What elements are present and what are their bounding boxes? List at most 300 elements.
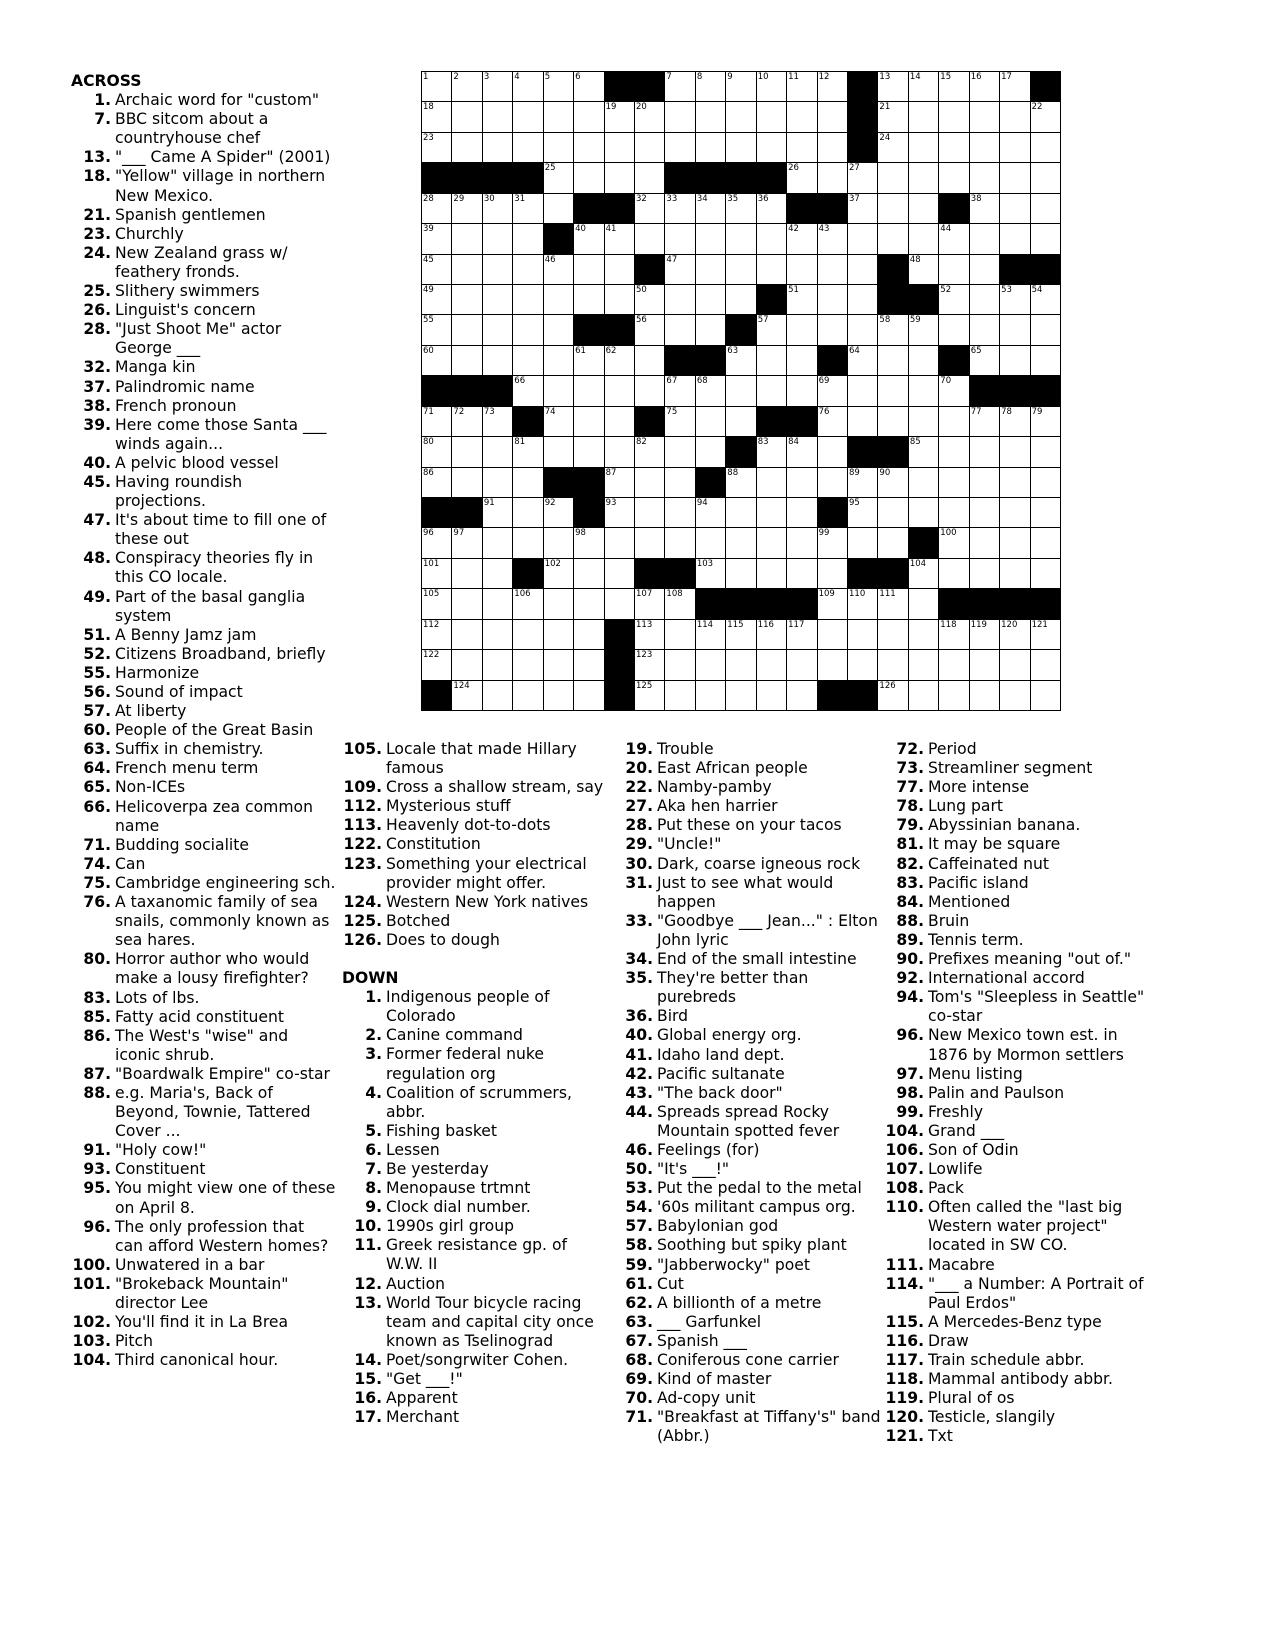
grid-cell[interactable] (483, 528, 513, 558)
grid-cell[interactable] (787, 468, 817, 498)
grid-cell[interactable] (878, 133, 908, 163)
grid-cell[interactable] (605, 407, 635, 437)
grid-cell[interactable] (696, 224, 726, 254)
grid-cell[interactable] (1031, 559, 1061, 589)
grid-cell[interactable] (422, 346, 452, 376)
grid-cell[interactable] (878, 468, 908, 498)
grid-cell[interactable] (513, 681, 543, 711)
grid-cell[interactable] (574, 437, 604, 467)
grid-cell[interactable] (726, 194, 756, 224)
grid-cell[interactable] (787, 437, 817, 467)
grid-cell[interactable] (1031, 681, 1061, 711)
grid-cell[interactable] (848, 620, 878, 650)
grid-cell[interactable] (635, 194, 665, 224)
grid-cell[interactable] (544, 285, 574, 315)
grid-cell[interactable] (1031, 102, 1061, 132)
grid-cell[interactable] (513, 133, 543, 163)
grid-cell[interactable] (818, 315, 848, 345)
grid-cell[interactable] (635, 285, 665, 315)
grid-cell[interactable] (635, 224, 665, 254)
grid-cell[interactable] (939, 437, 969, 467)
grid-cell[interactable] (696, 255, 726, 285)
grid-cell[interactable] (544, 163, 574, 193)
grid-cell[interactable] (1000, 620, 1030, 650)
grid-cell[interactable] (452, 255, 482, 285)
grid-cell[interactable] (513, 224, 543, 254)
grid-cell[interactable] (1031, 468, 1061, 498)
grid-cell[interactable] (452, 437, 482, 467)
grid-cell[interactable] (665, 437, 695, 467)
grid-cell[interactable] (787, 72, 817, 102)
grid-cell[interactable] (909, 589, 939, 619)
grid-cell[interactable] (513, 315, 543, 345)
grid-cell[interactable] (757, 650, 787, 680)
grid-cell[interactable] (787, 102, 817, 132)
grid-cell[interactable] (757, 528, 787, 558)
grid-cell[interactable] (848, 376, 878, 406)
grid-cell[interactable] (909, 346, 939, 376)
grid-cell[interactable] (483, 315, 513, 345)
grid-cell[interactable] (726, 285, 756, 315)
grid-cell[interactable] (726, 528, 756, 558)
grid-cell[interactable] (1000, 163, 1030, 193)
grid-cell[interactable] (1000, 437, 1030, 467)
grid-cell[interactable] (574, 72, 604, 102)
grid-cell[interactable] (848, 194, 878, 224)
grid-cell[interactable] (513, 589, 543, 619)
grid-cell[interactable] (544, 498, 574, 528)
grid-cell[interactable] (635, 315, 665, 345)
grid-cell[interactable] (544, 650, 574, 680)
grid-cell[interactable] (1000, 528, 1030, 558)
grid-cell[interactable] (878, 650, 908, 680)
grid-cell[interactable] (696, 437, 726, 467)
grid-cell[interactable] (544, 589, 574, 619)
grid-cell[interactable] (970, 102, 1000, 132)
grid-cell[interactable] (909, 498, 939, 528)
grid-cell[interactable] (513, 528, 543, 558)
grid-cell[interactable] (605, 559, 635, 589)
grid-cell[interactable] (818, 133, 848, 163)
grid-cell[interactable] (757, 559, 787, 589)
grid-cell[interactable] (1031, 194, 1061, 224)
grid-cell[interactable] (970, 133, 1000, 163)
grid-cell[interactable] (513, 102, 543, 132)
grid-cell[interactable] (757, 620, 787, 650)
grid-cell[interactable] (848, 528, 878, 558)
grid-cell[interactable] (818, 102, 848, 132)
grid-cell[interactable] (665, 498, 695, 528)
grid-cell[interactable] (696, 285, 726, 315)
grid-cell[interactable] (574, 163, 604, 193)
grid-cell[interactable] (544, 346, 574, 376)
grid-cell[interactable] (848, 224, 878, 254)
grid-cell[interactable] (848, 650, 878, 680)
grid-cell[interactable] (939, 498, 969, 528)
grid-cell[interactable] (818, 650, 848, 680)
grid-cell[interactable] (452, 285, 482, 315)
grid-cell[interactable] (757, 437, 787, 467)
grid-cell[interactable] (635, 589, 665, 619)
grid-cell[interactable] (544, 620, 574, 650)
grid-cell[interactable] (878, 224, 908, 254)
grid-cell[interactable] (787, 498, 817, 528)
grid-cell[interactable] (909, 315, 939, 345)
grid-cell[interactable] (513, 468, 543, 498)
grid-cell[interactable] (787, 315, 817, 345)
grid-cell[interactable] (909, 255, 939, 285)
grid-cell[interactable] (696, 498, 726, 528)
grid-cell[interactable] (787, 163, 817, 193)
grid-cell[interactable] (665, 620, 695, 650)
grid-cell[interactable] (970, 255, 1000, 285)
grid-cell[interactable] (483, 72, 513, 102)
grid-cell[interactable] (939, 133, 969, 163)
grid-cell[interactable] (665, 376, 695, 406)
grid-cell[interactable] (939, 468, 969, 498)
grid-cell[interactable] (757, 133, 787, 163)
grid-cell[interactable] (452, 528, 482, 558)
grid-cell[interactable] (970, 72, 1000, 102)
grid-cell[interactable] (757, 255, 787, 285)
grid-cell[interactable] (970, 346, 1000, 376)
grid-cell[interactable] (422, 620, 452, 650)
grid-cell[interactable] (939, 315, 969, 345)
grid-cell[interactable] (818, 224, 848, 254)
grid-cell[interactable] (635, 437, 665, 467)
grid-cell[interactable] (970, 407, 1000, 437)
grid-cell[interactable] (635, 133, 665, 163)
grid-cell[interactable] (483, 559, 513, 589)
grid-cell[interactable] (544, 681, 574, 711)
grid-cell[interactable] (483, 498, 513, 528)
grid-cell[interactable] (909, 650, 939, 680)
grid-cell[interactable] (422, 285, 452, 315)
grid-cell[interactable] (422, 102, 452, 132)
grid-cell[interactable] (605, 376, 635, 406)
grid-cell[interactable] (452, 346, 482, 376)
grid-cell[interactable] (878, 498, 908, 528)
grid-cell[interactable] (452, 620, 482, 650)
grid-cell[interactable] (1000, 72, 1030, 102)
grid-cell[interactable] (635, 346, 665, 376)
grid-cell[interactable] (452, 133, 482, 163)
grid-cell[interactable] (605, 102, 635, 132)
grid-cell[interactable] (635, 468, 665, 498)
grid-cell[interactable] (1000, 681, 1030, 711)
grid-cell[interactable] (483, 407, 513, 437)
grid-cell[interactable] (939, 102, 969, 132)
grid-cell[interactable] (513, 285, 543, 315)
grid-cell[interactable] (1000, 315, 1030, 345)
grid-cell[interactable] (1031, 620, 1061, 650)
grid-cell[interactable] (574, 650, 604, 680)
grid-cell[interactable] (878, 528, 908, 558)
grid-cell[interactable] (726, 559, 756, 589)
grid-cell[interactable] (848, 255, 878, 285)
grid-cell[interactable] (726, 498, 756, 528)
grid-cell[interactable] (909, 163, 939, 193)
grid-cell[interactable] (848, 589, 878, 619)
grid-cell[interactable] (878, 102, 908, 132)
grid-cell[interactable] (544, 528, 574, 558)
grid-cell[interactable] (483, 133, 513, 163)
grid-cell[interactable] (544, 407, 574, 437)
grid-cell[interactable] (452, 72, 482, 102)
grid-cell[interactable] (605, 468, 635, 498)
grid-cell[interactable] (1000, 285, 1030, 315)
grid-cell[interactable] (665, 681, 695, 711)
grid-cell[interactable] (513, 437, 543, 467)
grid-cell[interactable] (635, 376, 665, 406)
grid-cell[interactable] (757, 72, 787, 102)
grid-cell[interactable] (605, 437, 635, 467)
grid-cell[interactable] (726, 650, 756, 680)
grid-cell[interactable] (1000, 102, 1030, 132)
grid-cell[interactable] (909, 407, 939, 437)
grid-cell[interactable] (513, 620, 543, 650)
grid-cell[interactable] (605, 528, 635, 558)
grid-cell[interactable] (574, 528, 604, 558)
grid-cell[interactable] (483, 346, 513, 376)
grid-cell[interactable] (1031, 285, 1061, 315)
grid-cell[interactable] (939, 528, 969, 558)
grid-cell[interactable] (757, 468, 787, 498)
grid-cell[interactable] (1000, 346, 1030, 376)
grid-cell[interactable] (483, 102, 513, 132)
grid-cell[interactable] (1000, 468, 1030, 498)
grid-cell[interactable] (605, 589, 635, 619)
grid-cell[interactable] (483, 255, 513, 285)
grid-cell[interactable] (544, 133, 574, 163)
grid-cell[interactable] (878, 163, 908, 193)
grid-cell[interactable] (483, 224, 513, 254)
grid-cell[interactable] (452, 681, 482, 711)
grid-cell[interactable] (939, 681, 969, 711)
grid-cell[interactable] (726, 224, 756, 254)
grid-cell[interactable] (574, 346, 604, 376)
grid-cell[interactable] (787, 528, 817, 558)
grid-cell[interactable] (818, 559, 848, 589)
grid-cell[interactable] (513, 255, 543, 285)
grid-cell[interactable] (544, 72, 574, 102)
grid-cell[interactable] (422, 72, 452, 102)
grid-cell[interactable] (909, 194, 939, 224)
grid-cell[interactable] (696, 315, 726, 345)
grid-cell[interactable] (696, 102, 726, 132)
grid-cell[interactable] (939, 255, 969, 285)
grid-cell[interactable] (818, 468, 848, 498)
grid-cell[interactable] (574, 620, 604, 650)
grid-cell[interactable] (513, 498, 543, 528)
grid-cell[interactable] (422, 224, 452, 254)
grid-cell[interactable] (665, 224, 695, 254)
grid-cell[interactable] (452, 194, 482, 224)
grid-cell[interactable] (696, 407, 726, 437)
grid-cell[interactable] (574, 133, 604, 163)
grid-cell[interactable] (544, 559, 574, 589)
grid-cell[interactable] (422, 528, 452, 558)
grid-cell[interactable] (574, 285, 604, 315)
grid-cell[interactable] (787, 346, 817, 376)
grid-cell[interactable] (848, 346, 878, 376)
grid-cell[interactable] (635, 650, 665, 680)
grid-cell[interactable] (878, 620, 908, 650)
grid-cell[interactable] (909, 133, 939, 163)
grid-cell[interactable] (757, 681, 787, 711)
grid-cell[interactable] (665, 528, 695, 558)
grid-cell[interactable] (1000, 407, 1030, 437)
grid-cell[interactable] (939, 407, 969, 437)
grid-cell[interactable] (696, 72, 726, 102)
grid-cell[interactable] (1000, 224, 1030, 254)
grid-cell[interactable] (605, 346, 635, 376)
grid-cell[interactable] (665, 589, 695, 619)
grid-cell[interactable] (422, 589, 452, 619)
grid-cell[interactable] (544, 315, 574, 345)
grid-cell[interactable] (939, 376, 969, 406)
grid-cell[interactable] (878, 376, 908, 406)
grid-cell[interactable] (939, 163, 969, 193)
grid-cell[interactable] (909, 559, 939, 589)
grid-cell[interactable] (1000, 559, 1030, 589)
grid-cell[interactable] (818, 437, 848, 467)
grid-cell[interactable] (665, 285, 695, 315)
grid-cell[interactable] (665, 407, 695, 437)
grid-cell[interactable] (787, 650, 817, 680)
grid-cell[interactable] (544, 102, 574, 132)
grid-cell[interactable] (574, 559, 604, 589)
grid-cell[interactable] (696, 650, 726, 680)
grid-cell[interactable] (605, 285, 635, 315)
grid-cell[interactable] (970, 194, 1000, 224)
grid-cell[interactable] (452, 102, 482, 132)
grid-cell[interactable] (848, 285, 878, 315)
grid-cell[interactable] (726, 376, 756, 406)
grid-cell[interactable] (970, 559, 1000, 589)
grid-cell[interactable] (513, 376, 543, 406)
grid-cell[interactable] (696, 620, 726, 650)
grid-cell[interactable] (483, 285, 513, 315)
grid-cell[interactable] (970, 528, 1000, 558)
grid-cell[interactable] (909, 72, 939, 102)
grid-cell[interactable] (1031, 528, 1061, 558)
grid-cell[interactable] (970, 315, 1000, 345)
grid-cell[interactable] (483, 194, 513, 224)
grid-cell[interactable] (1031, 437, 1061, 467)
grid-cell[interactable] (452, 589, 482, 619)
grid-cell[interactable] (452, 650, 482, 680)
grid-cell[interactable] (422, 194, 452, 224)
grid-cell[interactable] (970, 498, 1000, 528)
grid-cell[interactable] (574, 102, 604, 132)
grid-cell[interactable] (848, 468, 878, 498)
grid-cell[interactable] (513, 346, 543, 376)
grid-cell[interactable] (1031, 407, 1061, 437)
grid-cell[interactable] (970, 620, 1000, 650)
grid-cell[interactable] (696, 133, 726, 163)
grid-cell[interactable] (422, 133, 452, 163)
grid-cell[interactable] (909, 102, 939, 132)
grid-cell[interactable] (787, 285, 817, 315)
grid-cell[interactable] (1031, 315, 1061, 345)
grid-cell[interactable] (696, 376, 726, 406)
grid-cell[interactable] (574, 255, 604, 285)
grid-cell[interactable] (1031, 163, 1061, 193)
grid-cell[interactable] (1031, 346, 1061, 376)
grid-cell[interactable] (787, 376, 817, 406)
grid-cell[interactable] (848, 498, 878, 528)
grid-cell[interactable] (939, 650, 969, 680)
grid-cell[interactable] (665, 650, 695, 680)
grid-cell[interactable] (787, 255, 817, 285)
grid-cell[interactable] (757, 346, 787, 376)
grid-cell[interactable] (483, 437, 513, 467)
grid-cell[interactable] (452, 407, 482, 437)
grid-cell[interactable] (696, 194, 726, 224)
grid-cell[interactable] (452, 224, 482, 254)
grid-cell[interactable] (878, 589, 908, 619)
grid-cell[interactable] (574, 681, 604, 711)
grid-cell[interactable] (726, 346, 756, 376)
grid-cell[interactable] (483, 589, 513, 619)
grid-cell[interactable] (422, 468, 452, 498)
grid-cell[interactable] (878, 194, 908, 224)
grid-cell[interactable] (818, 255, 848, 285)
grid-cell[interactable] (970, 437, 1000, 467)
grid-cell[interactable] (665, 315, 695, 345)
grid-cell[interactable] (483, 681, 513, 711)
grid-cell[interactable] (483, 650, 513, 680)
grid-cell[interactable] (665, 468, 695, 498)
grid-cell[interactable] (878, 315, 908, 345)
grid-cell[interactable] (726, 468, 756, 498)
grid-cell[interactable] (452, 559, 482, 589)
grid-cell[interactable] (544, 194, 574, 224)
grid-cell[interactable] (818, 376, 848, 406)
grid-cell[interactable] (757, 224, 787, 254)
grid-cell[interactable] (422, 437, 452, 467)
grid-cell[interactable] (574, 407, 604, 437)
grid-cell[interactable] (574, 224, 604, 254)
grid-cell[interactable] (757, 376, 787, 406)
grid-cell[interactable] (848, 163, 878, 193)
grid-cell[interactable] (665, 255, 695, 285)
grid-cell[interactable] (909, 376, 939, 406)
grid-cell[interactable] (696, 559, 726, 589)
grid-cell[interactable] (635, 102, 665, 132)
grid-cell[interactable] (605, 255, 635, 285)
grid-cell[interactable] (726, 72, 756, 102)
grid-cell[interactable] (452, 315, 482, 345)
grid-cell[interactable] (605, 163, 635, 193)
grid-cell[interactable] (970, 650, 1000, 680)
grid-cell[interactable] (422, 650, 452, 680)
grid-cell[interactable] (818, 407, 848, 437)
grid-cell[interactable] (787, 620, 817, 650)
grid-cell[interactable] (939, 620, 969, 650)
grid-cell[interactable] (605, 224, 635, 254)
grid-cell[interactable] (939, 72, 969, 102)
grid-cell[interactable] (726, 407, 756, 437)
grid-cell[interactable] (726, 255, 756, 285)
grid-cell[interactable] (635, 528, 665, 558)
grid-cell[interactable] (818, 72, 848, 102)
grid-cell[interactable] (665, 133, 695, 163)
grid-cell[interactable] (635, 163, 665, 193)
grid-cell[interactable] (544, 376, 574, 406)
grid-cell[interactable] (757, 498, 787, 528)
